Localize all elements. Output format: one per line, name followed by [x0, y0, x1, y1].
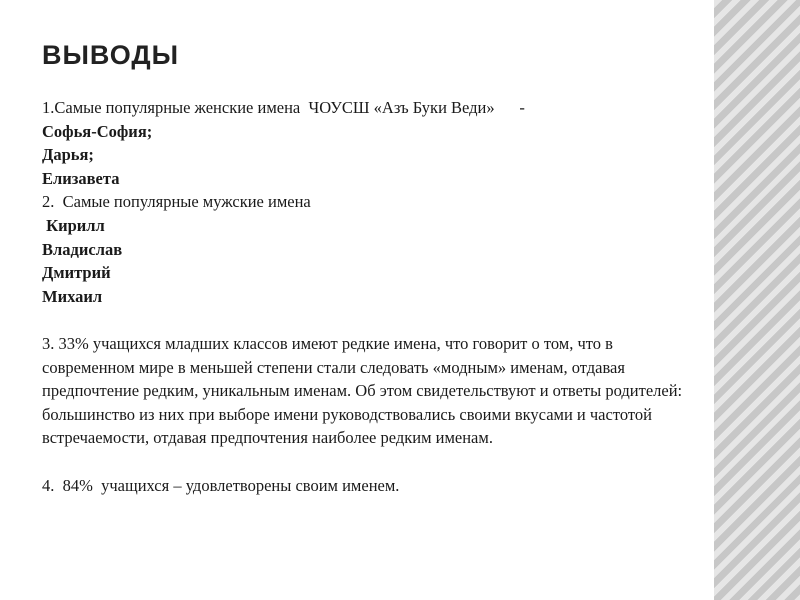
item-2-intro: 2. Самые популярные мужские имена [42, 192, 311, 212]
spacer [42, 308, 702, 332]
female-name: Дарья; [42, 145, 94, 165]
slide-title: ВЫВОДЫ [42, 40, 180, 70]
male-name: Михаил [42, 286, 103, 306]
item-3-text: 3. 33% учащихся младших классов имеют редкие имена, что говорит о том, что в современном мире в меньшей степени стали следовать «модным» именам, отдавая предпочтение редким, уникальным именам. Об этом свидетельствуют и ответы родителей: большинство из них при выборе имени руководствовались своими вкусами и частотой встречаемости, отдавая предпочтения наиболее редким именам. [42, 333, 683, 448]
spacer [42, 450, 702, 474]
item-4-text: 4. 84% учащихся – удовлетворены своим именем. [42, 475, 400, 495]
female-name: Софья-София; [42, 121, 153, 141]
slide-body [42, 96, 702, 497]
male-name: Дмитрий [42, 263, 111, 283]
item-1-intro: 1.Самые популярные женские имена ЧОУСШ «Азъ Буки Веди» - [42, 98, 525, 117]
female-name: Елизавета [42, 168, 120, 188]
male-name: Владислав [42, 239, 123, 259]
decorative-side-stripe [714, 0, 800, 600]
male-name: Кирилл [42, 215, 105, 235]
